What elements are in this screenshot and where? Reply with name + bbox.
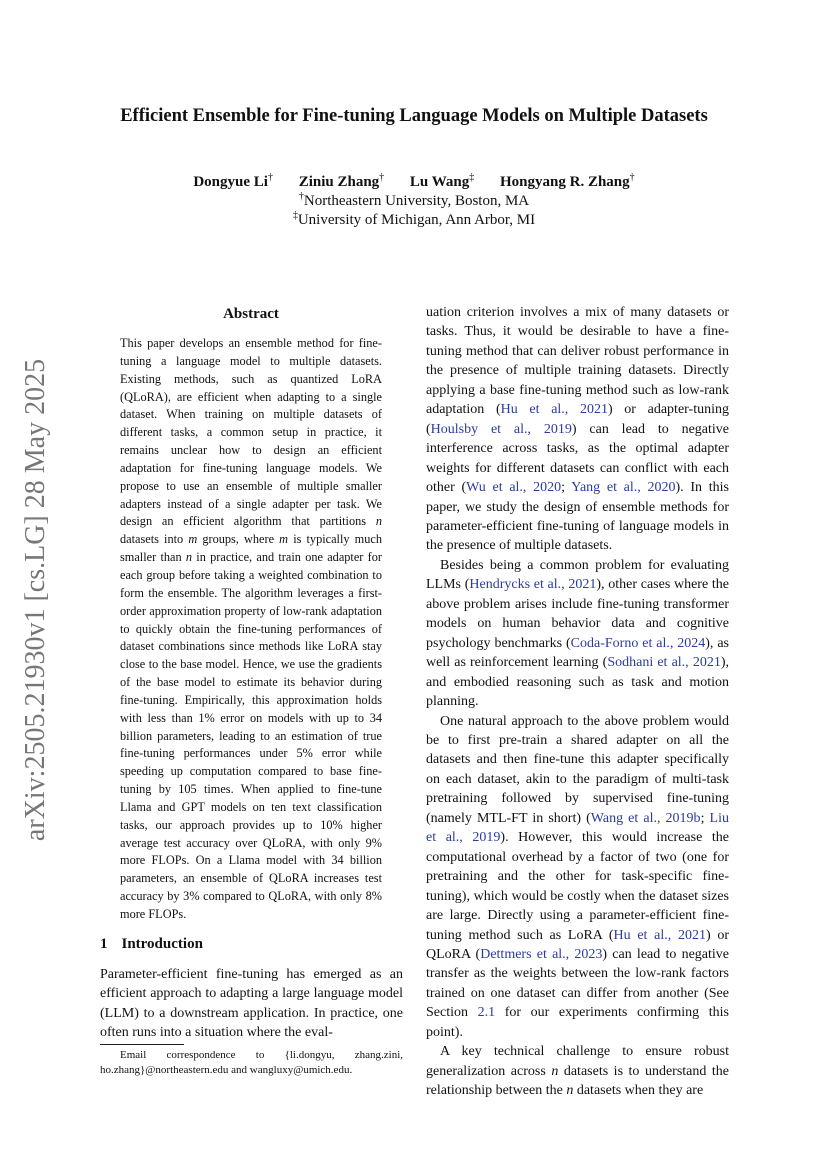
text-run: Besides being a common problem for evaluating LLMs (: [426, 557, 729, 593]
author-name: Ziniu Zhang†: [298, 172, 385, 190]
text-run: ), other cases where the above problem arises include fine-tuning transformer models on human behavior data and cognitive psychology benchmarks (: [426, 577, 729, 651]
text-run: ) can lead to negative transfer as the weights between the low-rank factors trained on one dataset can differ from another (See Section: [426, 946, 729, 1021]
intro-paragraph: Parameter-efficient fine-tuning has emerged as an efficient approach to adapting a large language model (LLM) to a downstream application. In practice, one often runs into a situation where the eval-: [100, 967, 403, 1041]
affiliation: †Northeastern University, Boston, MA: [298, 191, 530, 209]
abstract-heading: Abstract: [223, 306, 279, 322]
text-run: ), as well as reinforcement learning (: [426, 635, 729, 671]
paragraph: [426, 556, 729, 712]
text-run: for our experiments confirming this point).: [426, 1005, 729, 1040]
citation-link[interactable]: Coda-Forno et al., 2024: [570, 635, 706, 651]
text-run: ;: [561, 480, 572, 496]
citation-link[interactable]: Hu et al., 2021: [500, 402, 608, 418]
text-run: datasets is to understand the relationship between the: [426, 1063, 730, 1099]
text-run: uation criterion involves a mix of many datasets or tasks. Thus, it would be desirable to have a fine-tuning method that can deliver robust performance in the presence of multiple training datasets. Directly applying a base fine-tuning method such as low-rank adaptation (: [426, 305, 729, 418]
footnote-rule: [100, 1044, 184, 1045]
text-run: ). However, this would increase the computational overhead by a factor of two (one for pretraining and the other for task-specific fine-tuning), which would be costly when the dataset sizes are large. Directly using a parameter-efficient fine-tuning method such as LoRA (: [426, 830, 729, 943]
author-name: Dongyue Li†: [193, 172, 273, 190]
text-run: One natural approach to the above problem would be to first pre-train a shared adapter on all the datasets and then fine-tune this adapter specifically on each dataset, akin to the paradigm of multi-task pretraining followed by supervised fine-tuning (namely MTL-FT in short) (: [426, 713, 729, 826]
text-run: A key technical challenge to ensure robust generalization across: [426, 1044, 729, 1079]
citation-link[interactable]: Houlsby et al., 2019: [430, 421, 572, 437]
citation-link[interactable]: 2.1: [477, 1005, 496, 1021]
paragraph: [426, 303, 729, 556]
text-run: ) or adapter-tuning (: [426, 402, 729, 437]
footnote: Email correspondence to {li.dongyu, zhang.zini, ho.zhang}@northeastern.edu and wangluxy@umich.edu.: [100, 1049, 403, 1076]
author-list: [0, 172, 828, 191]
text-run: ) can lead to negative interference across tasks, as the optimal adapter weights for different datasets can conflict with each other (: [426, 421, 730, 496]
citation-link[interactable]: Hu et al., 2021: [613, 927, 706, 943]
right-column-text: [426, 303, 729, 1101]
paper-title: Efficient Ensemble for Fine-tuning Language Models on Multiple Datasets: [120, 106, 708, 126]
text-run: ;: [700, 810, 710, 826]
math-symbol: n: [566, 1083, 574, 1099]
arxiv-identifier-stamp: [22, 340, 50, 860]
text-run: ). In this paper, we study the design of ensemble methods for parameter-efficient fine-tuning of language models in the presence of multiple datasets.: [426, 480, 729, 554]
citation-link[interactable]: Dettmers et al., 2023: [480, 946, 603, 962]
arxiv-id-text: arXiv:2505.21930v1 [cs.LG] 28 May 2025: [20, 358, 51, 842]
citation-link[interactable]: Sodhani et al., 2021: [607, 655, 721, 671]
section-heading: 1 Introduction: [100, 936, 203, 952]
paragraph: [426, 1042, 729, 1100]
author-name: Lu Wang‡: [409, 172, 475, 190]
affiliation: ‡University of Michigan, Ann Arbor, MI: [292, 210, 536, 228]
math-symbol: n: [551, 1063, 559, 1079]
citation-link[interactable]: Wang et al., 2019b: [590, 810, 701, 826]
citation-link[interactable]: Wu et al., 2020: [466, 480, 562, 496]
text-run: ) or QLoRA (: [426, 927, 729, 962]
text-run: datasets when they are: [573, 1083, 704, 1099]
citation-link[interactable]: Hendrycks et al., 2021: [469, 577, 597, 593]
abstract-body: This paper develops an ensemble method for fine-tuning a language model to multiple datasets. Existing methods, such as quantized LoRA (QLoRA), are efficient when adapting to a single dataset. When training on multiple datasets of different tasks, a common setup in practice, it remains unclear how to design an efficient adaptation for fine-tuning language models. We propose to use an ensemble of multiple smaller adapters instead of a single adapter per task. We design an efficient algorithm that partitions n datasets into m groups, where m is typically much smaller than n in practice, and train one adapter for each group before taking a weighted combination to form the ensemble. The algorithm leverages a first-order approximation property of low-rank adaptation to quickly obtain the fine-tuning performances of dataset combinations since methods like LoRA stay close to the base model. Hence, we use the gradients of the base model to estimate its behavior during fine-tuning. Empirically, this approximation holds with less than 1% error on models with up to 34 billion parameters, leading to an estimation of true fine-tuning performances under 5% error while speeding up computation compared to base fine-tuning by 105 times. When applied to fine-tune Llama and GPT models on ten text classification tasks, our approach provides up to 10% higher average test accuracy over QLoRA, with only 9% more FLOPs. On a Llama model with 34 billion parameters, an ensemble of QLoRA increases test accuracy by 3% compared to QLoRA, with only 8% more FLOPs.: [120, 336, 382, 921]
paragraph: [426, 712, 729, 1043]
citation-link[interactable]: Yang et al., 2020: [571, 480, 676, 496]
author-name: Hongyang R. Zhang†: [500, 172, 635, 190]
citation-link[interactable]: Liu et al., 2019: [426, 810, 729, 846]
text-run: ), and embodied reasoning such as task and motion planning.: [426, 655, 729, 710]
